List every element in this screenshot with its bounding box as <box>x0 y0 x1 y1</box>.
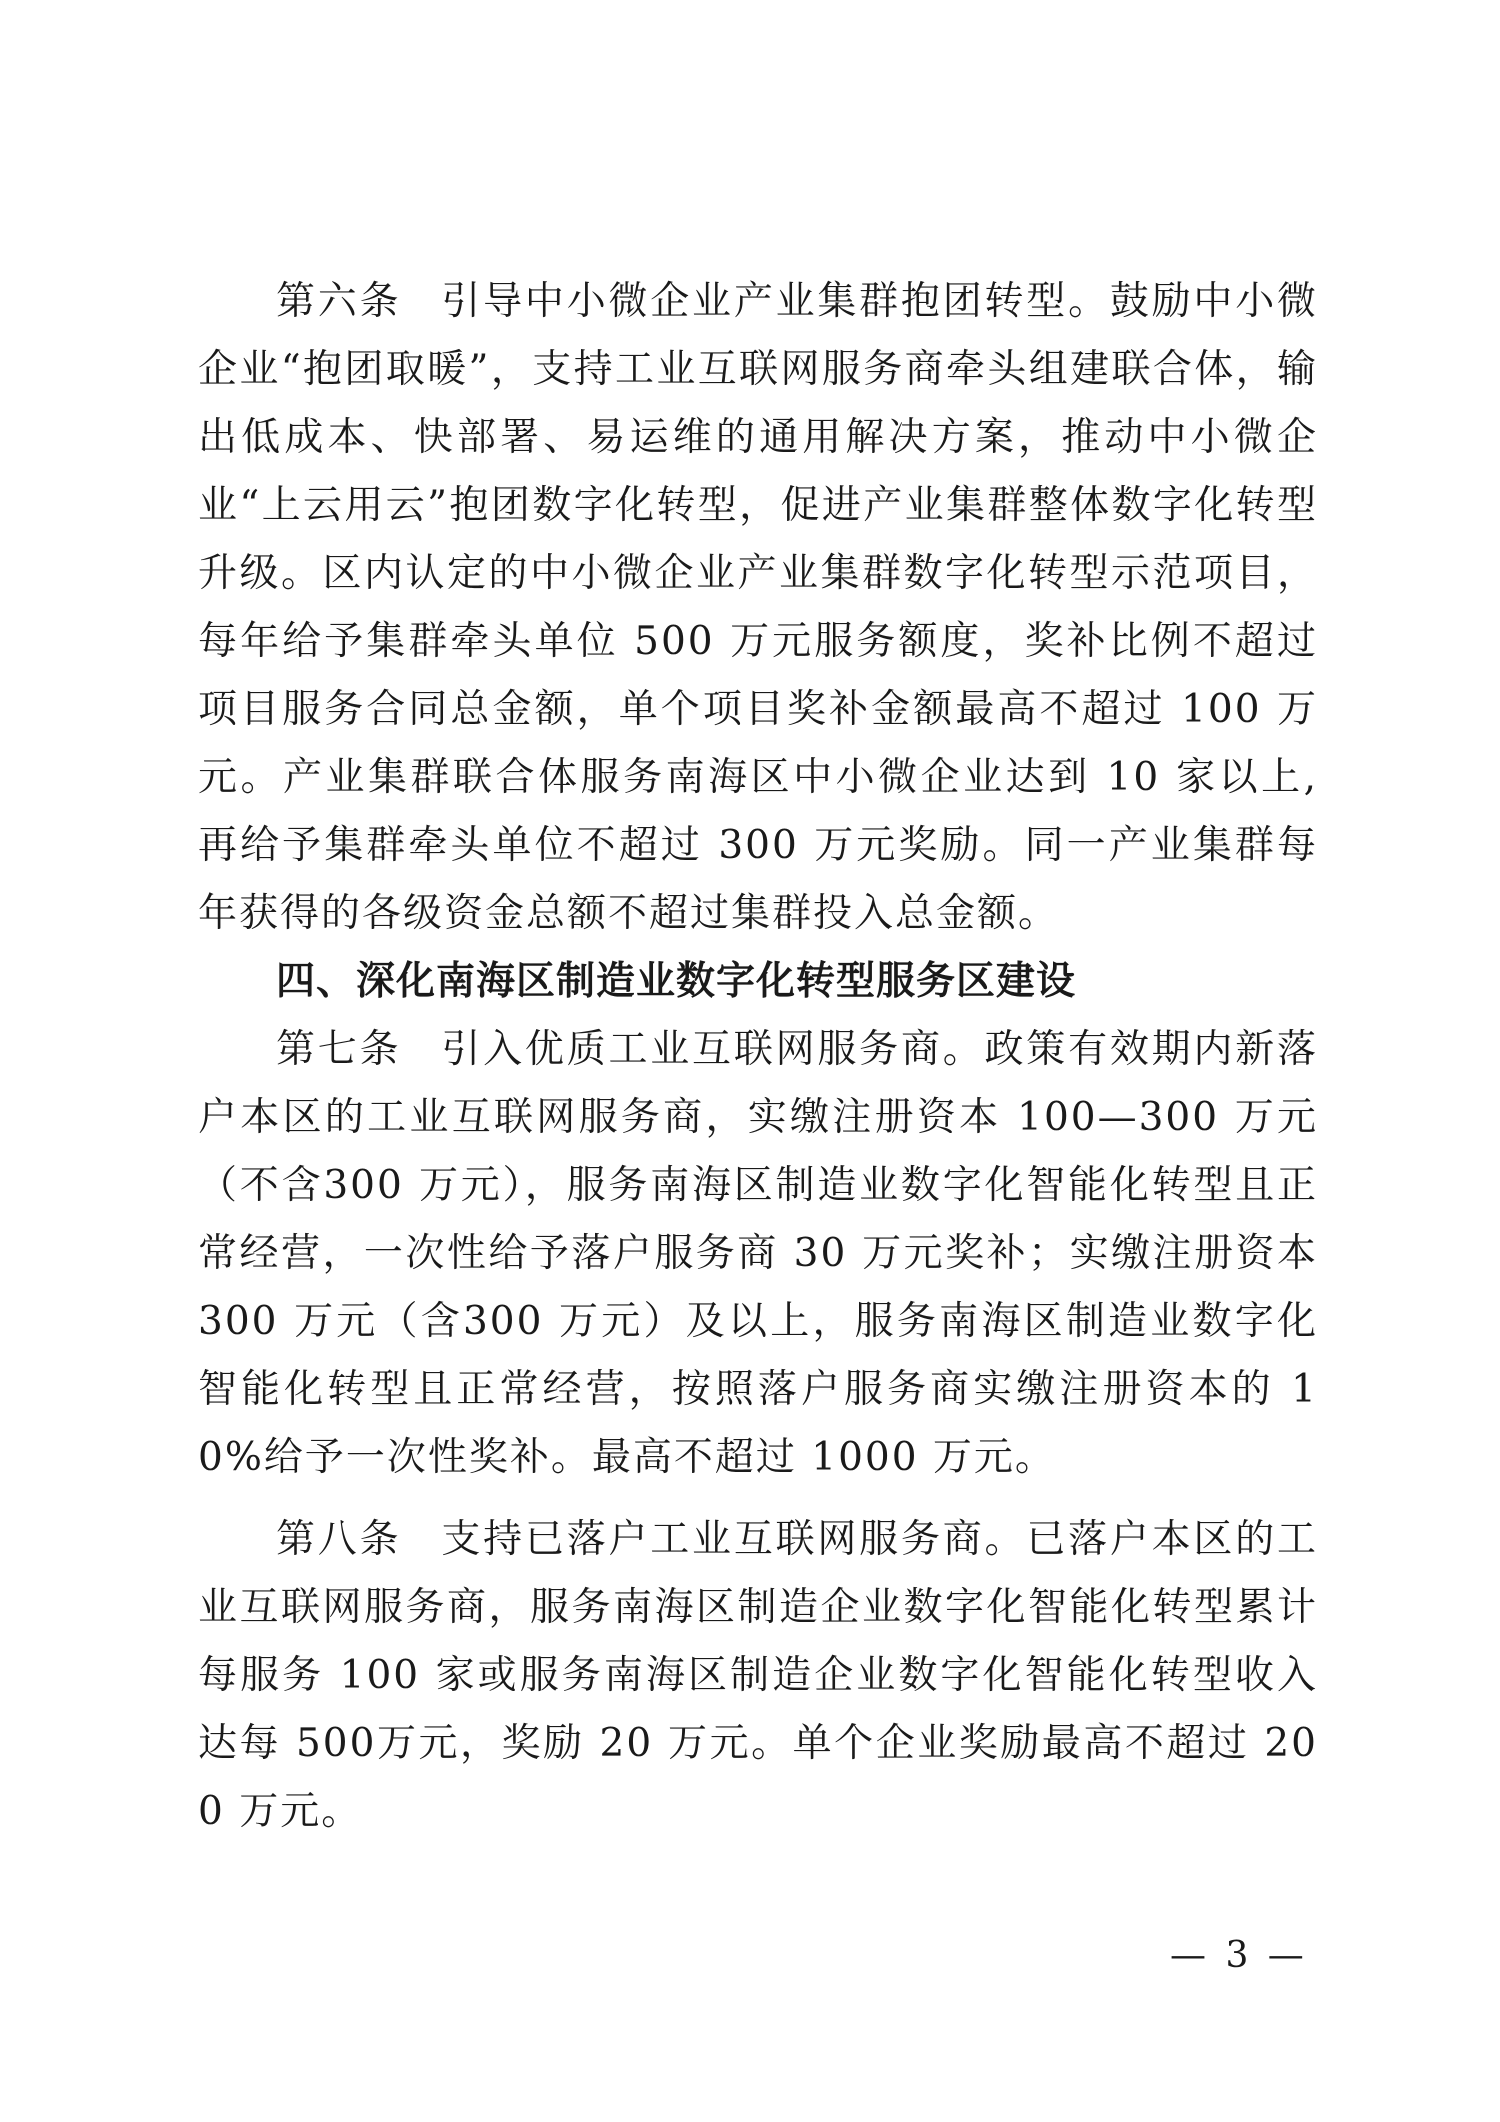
article-8-text: 支持已落户工业互联网服务商。已落户本区的工业互联网服务商，服务南海区制造企业数字化智能化转型累计每服务 100 家或服务南海区制造企业数字化智能化转型收入达每 500万元，奖励 20 万元。单个企业奖励最高不超过 200 万元。 <box>198 1517 1318 1834</box>
article-7-text: 引入优质工业互联网服务商。政策有效期内新落户本区的工业互联网服务商，实缴注册资本 100—300 万元（不含300 万元），服务南海区制造业数字化智能化转型且正常经营，一次性给予落户服务商 30 万元奖补；实缴注册资本 300 万元（含300 万元）及以上，服务南海区制造业数字化智能化转型且正常经营，按照落户服务商实缴注册资本的 10%给予一次性奖补。最高不超过 1000 万元。 <box>198 1027 1318 1480</box>
article-8-label: 第八条 <box>276 1517 402 1562</box>
article-6-text: 引导中小微企业产业集群抱团转型。鼓励中小微企业“抱团取暖”，支持工业互联网服务商牵头组建联合体，输出低成本、快部署、易运维的通用解决方案，推动中小微企业“上云用云”抱团数字化转型，促进产业集群整体数字化转型升级。区内认定的中小微企业产业集群数字化转型示范项目，每年给予集群牵头单位 500 万元服务额度，奖补比例不超过项目服务合同总金额，单个项目奖补金额最高不超过 100 万元。产业集群联合体服务南海区中小微企业达到 10 家以上,再给予集群牵头单位不超过 300 万元奖励。同一产业集群每年获得的各级资金总额不超过集群投入总金额。 <box>198 279 1318 936</box>
article-8-paragraph <box>198 1506 1318 1846</box>
page-number: — 3 — <box>1170 1935 1308 1976</box>
article-6-label: 第六条 <box>276 279 402 324</box>
article-7-label: 第七条 <box>276 1027 402 1072</box>
paragraph-gap <box>198 1492 1318 1506</box>
article-7-paragraph <box>198 1016 1318 1492</box>
document-page <box>198 268 1318 1846</box>
section-4-heading: 四、深化南海区制造业数字化转型服务区建设 <box>276 959 1077 1004</box>
article-6-paragraph <box>198 268 1318 948</box>
